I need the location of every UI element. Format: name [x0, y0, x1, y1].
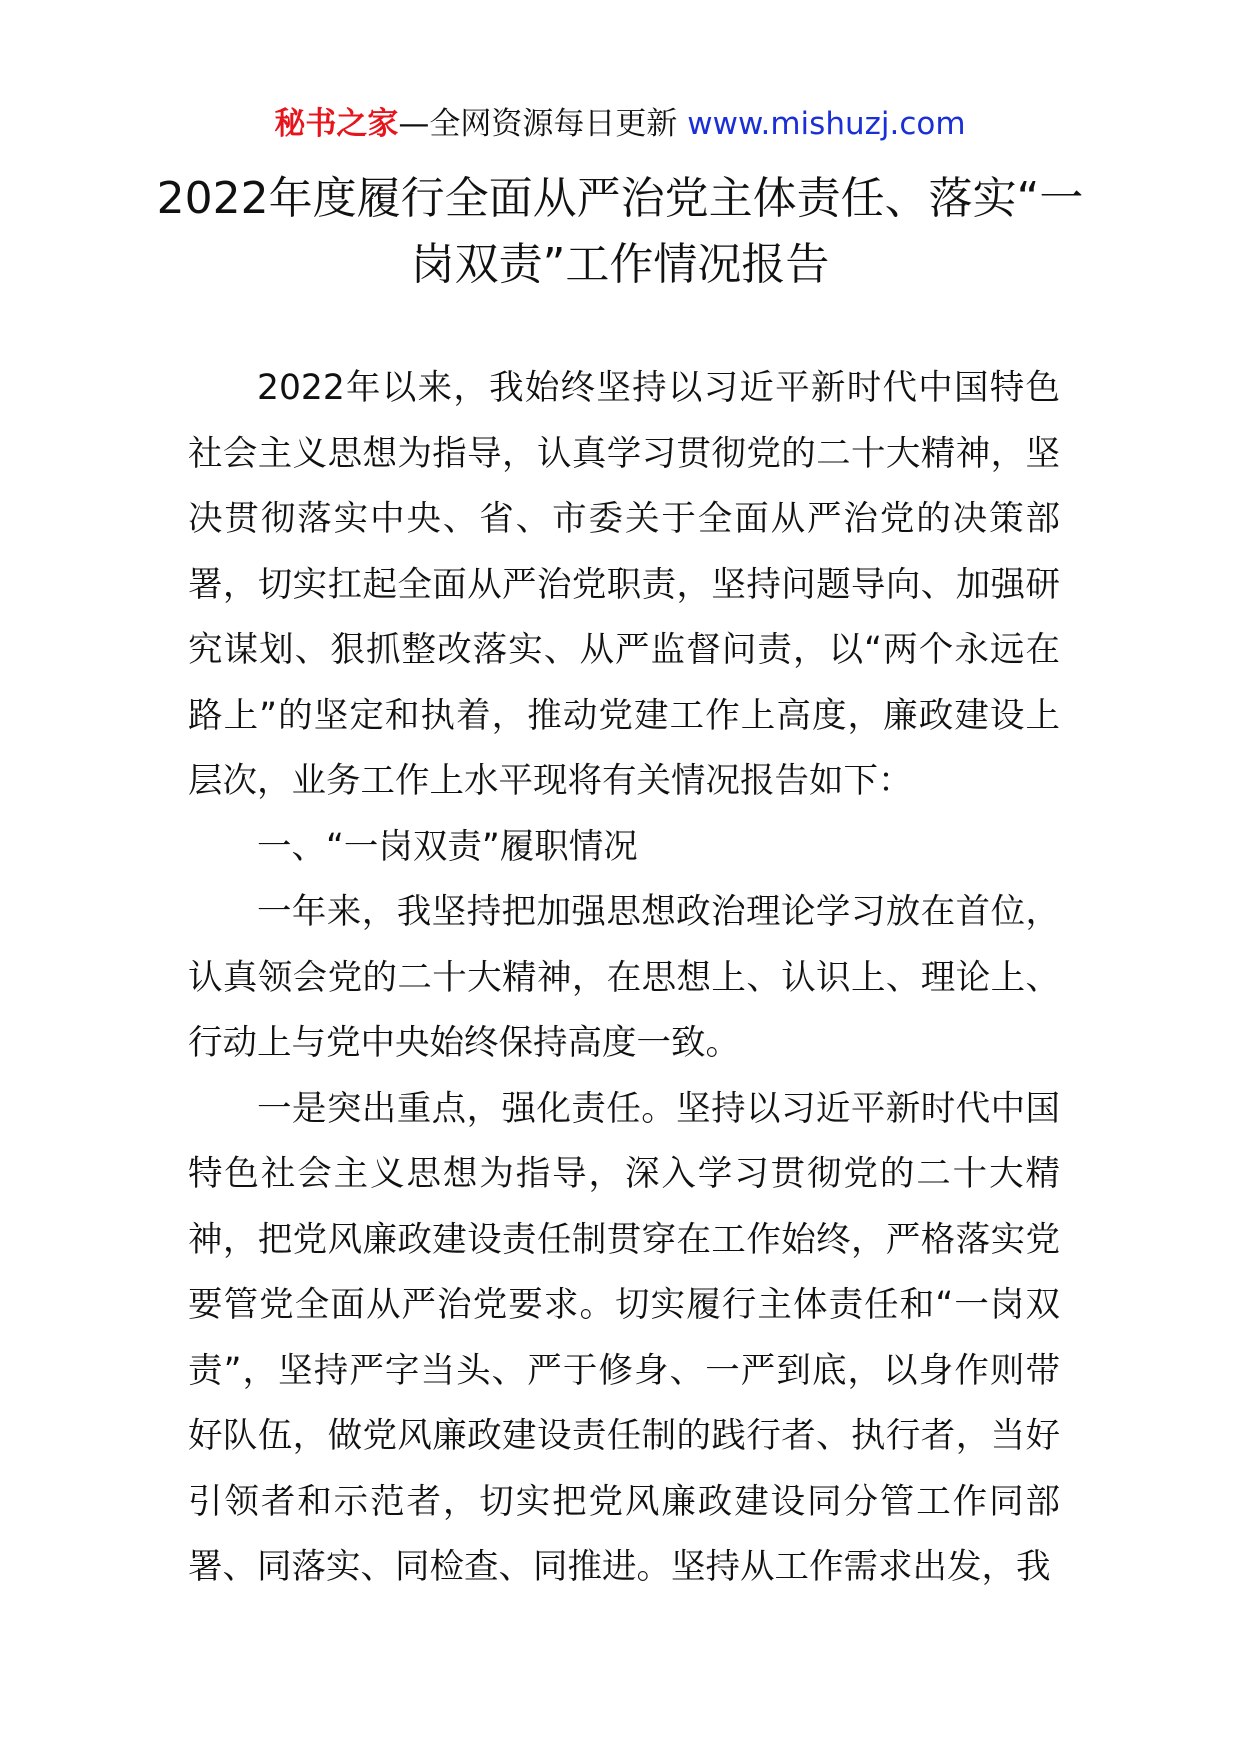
- paragraph-intro: 2022年以来，我始终坚持以习近平新时代中国特色社会主义思想为指导，认真学习贯彻党的二十大精神，坚决贯彻落实中央、省、市委关于全面从严治党的决策部署，切实扛起全面从严治党职责，坚持问题导向、加强研究谋划、狠抓整改落实、从严监督问责，以“两个永远在路上”的坚定和执着，推动党建工作上高度，廉政建设上层次，业务工作上水平现将有关情况报告如下：: [188, 368, 1060, 801]
- section-heading-1: 一、“一岗双责”履职情况: [257, 826, 638, 867]
- header-url[interactable]: www.mishuzj.com: [687, 106, 966, 142]
- header-tagline: —全网资源每日更新: [398, 106, 678, 142]
- paragraph-overview: 一年来，我坚持把加强思想政治理论学习放在首位，认真领会党的二十大精神，在思想上、认识上、理论上、行动上与党中央始终保持高度一致。: [188, 892, 1060, 1063]
- watermark-header: [0, 104, 1240, 144]
- document-body: [188, 356, 1060, 1601]
- paragraph-point-1: 一是突出重点，强化责任。坚持以习近平新时代中国特色社会主义思想为指导，深入学习贯彻党的二十大精神，把党风廉政建设责任制贯穿在工作始终，严格落实党要管党全面从严治党要求。切实履行主体责任和“一岗双责”，坚持严字当头、严于修身、一严到底，以身作则带好队伍，做党风廉政建设责任制的践行者、执行者，当好引领者和示范者，切实把党风廉政建设同分管工作同部署、同落实、同检查、同推进。坚持从工作需求出发，我: [188, 1088, 1060, 1587]
- document-title: 2022年度履行全面从严治党主体责任、落实“一岗双责”工作情况报告: [156, 173, 1084, 290]
- brand-name: 秘书之家: [274, 106, 399, 142]
